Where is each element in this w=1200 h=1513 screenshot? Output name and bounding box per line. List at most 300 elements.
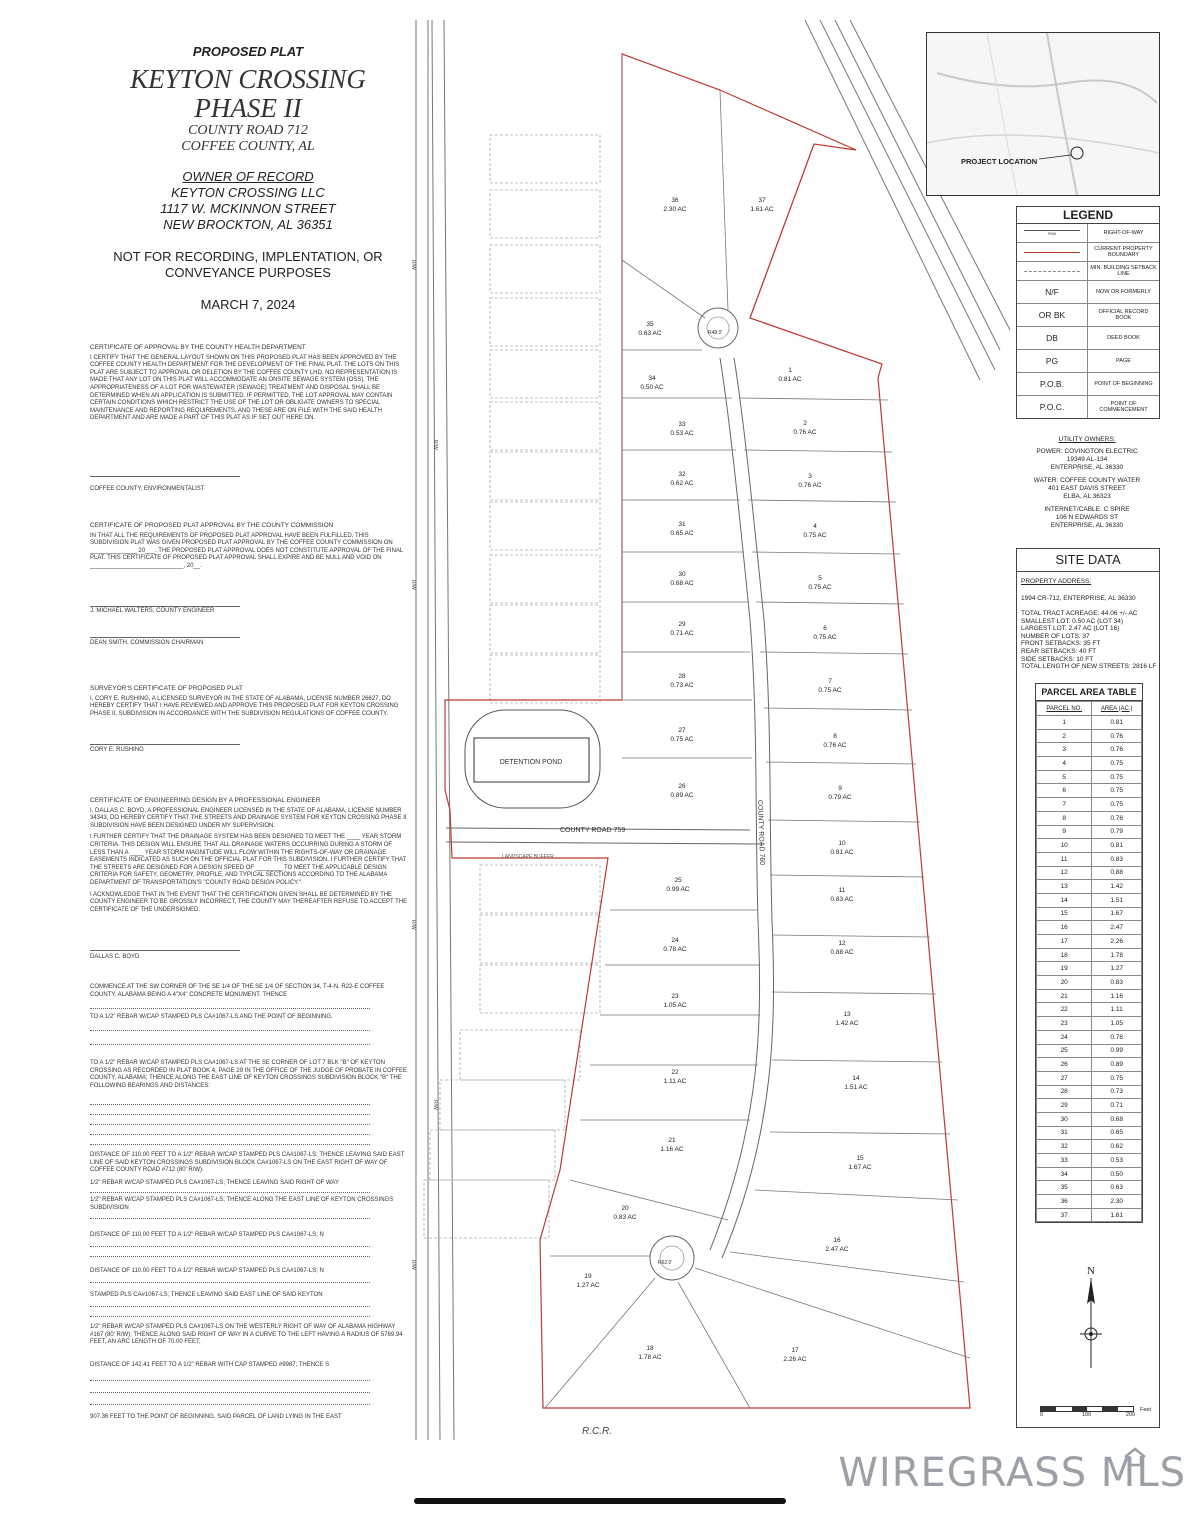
lot-number: 8 bbox=[833, 733, 837, 740]
lot-number: 35 bbox=[646, 321, 654, 328]
lot-number: 36 bbox=[671, 197, 679, 204]
parcel-number: 16 bbox=[1037, 921, 1092, 935]
parcel-area: 0.50 bbox=[1092, 1167, 1142, 1181]
lot-37-red-line bbox=[750, 144, 814, 318]
lot-number: 17 bbox=[791, 1347, 799, 1354]
lot-number: 37 bbox=[758, 197, 766, 204]
lot-number: 12 bbox=[838, 940, 846, 947]
parcel-number: 10 bbox=[1037, 839, 1092, 853]
parcel-row bbox=[1037, 1071, 1142, 1085]
parcel-area: 0.76 bbox=[1092, 729, 1142, 743]
parcel-row bbox=[1037, 989, 1142, 1003]
parcel-row bbox=[1037, 1167, 1142, 1181]
utility-power bbox=[1016, 448, 1158, 472]
dotted-line bbox=[90, 1044, 370, 1045]
lot-acreage: 0.75 AC bbox=[670, 736, 694, 743]
notice-line1: NOT FOR RECORDING, IMPLENTATION, OR bbox=[113, 249, 383, 264]
dotted-line bbox=[90, 1030, 370, 1031]
engineer-signer: J. MICHAEL WALTERS, COUNTY ENGINEER bbox=[90, 608, 215, 614]
surveyor-heading: SURVEYOR'S CERTIFICATE OF PROPOSED PLAT bbox=[90, 685, 243, 692]
utility-internet bbox=[1016, 506, 1158, 530]
parcel-number: 12 bbox=[1037, 866, 1092, 880]
legal-desc-10: 1/2" REBAR W/CAP STAMPED PLS CA#1067-LS ON THE WESTERLY RIGHT OF WAY OF ALABAMA HIGHWAY #167 (80' R/W); THENCE ALONG SAID RIGHT OF WAY IN A CURVE TO THE LEFT HAVING A RADIUS OF 5769.94 FEET, AN ARC LENGTH OF 70.00 FEET, bbox=[90, 1324, 403, 1346]
lot-acreage: 1.67 AC bbox=[848, 1164, 872, 1171]
legend-symbol: DB bbox=[1017, 327, 1088, 349]
lot-number: 29 bbox=[678, 621, 686, 628]
legend-row bbox=[1017, 327, 1159, 350]
lot-acreage: 1.61 AC bbox=[750, 206, 774, 213]
parcel-area: 2.30 bbox=[1092, 1195, 1142, 1209]
subdivision-name: KEYTON CROSSING bbox=[130, 64, 366, 94]
dotted-line bbox=[90, 1218, 370, 1219]
lot-acreage: 0.76 AC bbox=[823, 742, 847, 749]
parcel-number: 6 bbox=[1037, 784, 1092, 798]
north-label: N bbox=[1087, 1265, 1095, 1277]
site-fact: TOTAL LENGTH OF NEW STREETS: 2816 LF bbox=[1021, 663, 1157, 671]
existing-lots bbox=[424, 135, 600, 1238]
parcel-number: 36 bbox=[1037, 1195, 1092, 1209]
dotted-line bbox=[90, 1282, 370, 1283]
parcel-number: 7 bbox=[1037, 798, 1092, 812]
lot-number: 2 bbox=[803, 420, 807, 427]
parcel-number: 14 bbox=[1037, 893, 1092, 907]
lot-number: 33 bbox=[678, 421, 686, 428]
utility-heading: UTILITY OWNERS: bbox=[1058, 436, 1116, 443]
parcel-row bbox=[1037, 1181, 1142, 1195]
lot-acreage: 0.71 AC bbox=[670, 630, 694, 637]
parcel-area: 0.65 bbox=[1092, 1126, 1142, 1140]
parcel-row bbox=[1037, 811, 1142, 825]
inset-map-roads bbox=[927, 33, 1159, 195]
lot-acreage: 2.26 AC bbox=[783, 1356, 807, 1363]
lot-number: 1 bbox=[788, 367, 792, 374]
health-body: I CERTIFY THAT THE GENERAL LAYOUT SHOWN ON THIS PROPOSED PLAT HAS BEEN APPROVED BY THE COFFEE COUNTY HEALTH DEPARTMENT FOR THE DEVELOPMENT OF THE FINAL PLAT. THE LOTS ON THIS PLAT ARE SUBJECT TO APPROVAL OR DELETION BY THE COFFEE COUNTY LHD. NO REPRESENTATION IS MADE THAT ANY LOT ON THIS PLAT WILL ACCOMMODATE AN ONSITE SEWAGE SYSTEM (OSS). THE APPROPRIATENESS OF A LOT FOR WASTEWATER (SEWAGE) TREATMENT AND DISPOSAL SHALL BE DETERMINED WHEN AN APPLICATION IS SUBMITTED. IF PERMITTED, THE LOT APPROVAL MAY CONTAIN CERTAIN CONDITIONS WHICH RESTRICT THE USE OF THE LOT OR OBLIGATE OWNERS TO SPECIAL MAINTENANCE AND REPORTING REQUIREMENTS, AND THESE ARE ON FILE WITH THE SAID HEALTH DEPARTMENT AND ARE MADE A PART OF THIS PLAT AS IF SET OUT HERE ON. bbox=[90, 354, 400, 422]
parcel-row bbox=[1037, 1017, 1142, 1031]
plat-date: MARCH 7, 2024 bbox=[200, 297, 296, 312]
lot-acreage: 0.76 AC bbox=[793, 429, 817, 436]
legend-desc: POINT OF BEGINNING bbox=[1094, 380, 1153, 387]
legend-desc: OFFICIAL RECORD BOOK bbox=[1098, 308, 1149, 321]
lot-acreage: 0.63 AC bbox=[638, 330, 662, 337]
parcel-row bbox=[1037, 1195, 1142, 1209]
parcel-number: 34 bbox=[1037, 1167, 1092, 1181]
legend-desc: MIN. BUILDING SETBACK LINE bbox=[1090, 264, 1157, 277]
parcel-row bbox=[1037, 893, 1142, 907]
legend-symbol bbox=[1017, 243, 1088, 261]
dotted-line bbox=[90, 1104, 370, 1105]
subdivision-phase: PHASE II bbox=[194, 93, 302, 123]
property-boundary bbox=[445, 54, 970, 1408]
parcel-row bbox=[1037, 1003, 1142, 1017]
rw-label: R/W bbox=[410, 1260, 416, 1270]
lot-number: 9 bbox=[838, 785, 842, 792]
health-heading: CERTIFICATE OF APPROVAL BY THE COUNTY HEALTH DEPARTMENT bbox=[90, 344, 306, 351]
lot-acreage: 0.81 AC bbox=[778, 376, 802, 383]
lot-number: 24 bbox=[671, 937, 679, 944]
parcel-area: 0.75 bbox=[1092, 784, 1142, 798]
site-fact: NUMBER OF LOTS: 37 bbox=[1021, 632, 1090, 640]
parcel-number: 23 bbox=[1037, 1017, 1092, 1031]
parcel-number: 32 bbox=[1037, 1140, 1092, 1154]
lot-acreage: 0.65 AC bbox=[670, 530, 694, 537]
lot-number: 16 bbox=[833, 1237, 841, 1244]
lot-number: 10 bbox=[838, 840, 846, 847]
lot-number: 15 bbox=[856, 1155, 864, 1162]
parcel-number: 27 bbox=[1037, 1071, 1092, 1085]
lot-acreage: 0.62 AC bbox=[670, 480, 694, 487]
utility-line: WATER: COFFEE COUNTY WATER bbox=[1033, 477, 1141, 484]
lot-labels bbox=[576, 197, 871, 1363]
lot-number: 27 bbox=[678, 727, 686, 734]
lot-number: 5 bbox=[818, 575, 822, 582]
scale-label: 100 bbox=[1082, 1412, 1092, 1418]
design-signer: DALLAS C. BOYD bbox=[90, 954, 140, 960]
legend-row bbox=[1017, 373, 1159, 396]
parcel-row bbox=[1037, 798, 1142, 812]
parcel-rows bbox=[1037, 716, 1142, 1222]
legend-symbol: N/F bbox=[1017, 281, 1088, 303]
bottom-road-label: R.C.R. bbox=[582, 1426, 612, 1437]
commission-certificate bbox=[90, 522, 408, 571]
notice-line2: CONVEYANCE PURPOSES bbox=[165, 265, 331, 280]
parcel-area: 0.81 bbox=[1092, 839, 1142, 853]
lot-acreage: 0.81 AC bbox=[830, 849, 854, 856]
lot-number: 30 bbox=[678, 571, 686, 578]
parcel-number: 8 bbox=[1037, 811, 1092, 825]
lot-number: 32 bbox=[678, 471, 686, 478]
parcel-area: 0.75 bbox=[1092, 1071, 1142, 1085]
property-address: 1994 CR-712, ENTERPRISE, AL 36330 bbox=[1021, 595, 1136, 602]
parcel-number: 13 bbox=[1037, 880, 1092, 894]
rw-label: R/W bbox=[432, 1100, 438, 1110]
utility-line: INTERNET/CABLE: C SPIRE bbox=[1044, 506, 1130, 513]
legend-title: LEGEND bbox=[1017, 207, 1159, 224]
parcel-number: 5 bbox=[1037, 770, 1092, 784]
dotted-line bbox=[90, 1392, 370, 1393]
parcel-area: 1.11 bbox=[1092, 1003, 1142, 1017]
proposed-plat-label: PROPOSED PLAT bbox=[192, 44, 304, 59]
utility-line: ENTERPRISE, AL 36330 bbox=[1050, 522, 1124, 529]
legal-desc-6: 1/2" REBAR W/CAP STAMPED PLS CA#1067-LS; THENCE ALONG THE EAST LINE OF KEYTON CROSSINGS SUBDIVISION bbox=[90, 1197, 394, 1211]
lot-number: 3 bbox=[808, 473, 812, 480]
parcel-row bbox=[1037, 976, 1142, 990]
parcel-row bbox=[1037, 1030, 1142, 1044]
scale-unit: Feet bbox=[1140, 1407, 1152, 1413]
lot-acreage: 1.42 AC bbox=[835, 1020, 859, 1027]
lot-acreage: 2.30 AC bbox=[663, 206, 687, 213]
parcel-row bbox=[1037, 866, 1142, 880]
commission-body: IN THAT ALL THE REQUIREMENTS OF PROPOSED PLAT APPROVAL HAVE BEEN FULFILLED, THIS SUBDIVISION PLAT WAS GIVEN PROPOSED PLAT APPROVAL BY THE COFFEE COUNTY COMMISSION ON ______________ 20___. THE PROPOSED PLAT APPROVAL DOES NOT CONSTITUTE APPROVAL OF THE FINAL PLAT. THIS CERTIFICATE OF PROPOSED PLAT APPROVAL SHALL EXPIRE AND BE NULL AND VOID ON ____________________________, 20__. bbox=[90, 532, 404, 569]
lot-acreage: 1.16 AC bbox=[660, 1146, 684, 1153]
parcel-area: 2.26 bbox=[1092, 935, 1142, 949]
lot-acreage: 0.73 AC bbox=[670, 682, 694, 689]
legend-row bbox=[1017, 396, 1159, 418]
lot-acreage: 0.50 AC bbox=[640, 384, 664, 391]
parcel-row bbox=[1037, 770, 1142, 784]
lot-acreage: 0.75 AC bbox=[818, 687, 842, 694]
lot-acreage: 1.51 AC bbox=[844, 1084, 868, 1091]
parcel-row bbox=[1037, 1085, 1142, 1099]
parcel-area: 1.27 bbox=[1092, 962, 1142, 976]
property-address-label: PROPERTY ADDRESS: bbox=[1021, 578, 1092, 585]
county-line: COFFEE COUNTY, AL bbox=[181, 139, 315, 154]
lot-number: 25 bbox=[674, 877, 682, 884]
lot-acreage: 1.27 AC bbox=[576, 1282, 600, 1289]
design-body-1: I, DALLAS C. BOYD, A PROFESSIONAL ENGINEER LICENSED IN THE STATE OF ALABAMA, LICENSE NUMBER 34343, DO HEREBY CERTIFY THAT THE STREETS AND DRAINAGE SYSTEM FOR KEYTON CROSSING PHASE II SUBDIVISION HAVE BEEN DESIGNED UNDER MY SUPERVISION. bbox=[90, 807, 407, 829]
lot-number: 26 bbox=[678, 783, 686, 790]
owner-name: KEYTON CROSSING LLC bbox=[171, 185, 325, 200]
owner-city: NEW BROCKTON, AL 36351 bbox=[163, 217, 333, 232]
parcel-number: 20 bbox=[1037, 976, 1092, 990]
parcel-area: 0.63 bbox=[1092, 1181, 1142, 1195]
parcel-row bbox=[1037, 1126, 1142, 1140]
parcel-row bbox=[1037, 948, 1142, 962]
signature-line bbox=[90, 637, 240, 638]
parcel-area: 0.75 bbox=[1092, 757, 1142, 771]
parcel-table-title: PARCEL AREA TABLE bbox=[1036, 684, 1142, 701]
legal-desc-8: DISTANCE OF 110.00 FEET TO A 1/2" REBAR W/CAP STAMPED PLS CA#1067-LS; N bbox=[90, 1268, 324, 1274]
parcel-row bbox=[1037, 1154, 1142, 1168]
lot-number: 14 bbox=[852, 1075, 860, 1082]
utility-water bbox=[1016, 477, 1158, 501]
parcel-number: 3 bbox=[1037, 743, 1092, 757]
parcel-number: 15 bbox=[1037, 907, 1092, 921]
scale-label: 200 bbox=[1126, 1412, 1136, 1418]
parcel-row bbox=[1037, 921, 1142, 935]
parcel-row bbox=[1037, 935, 1142, 949]
parcel-area: 0.89 bbox=[1092, 1058, 1142, 1072]
parcel-number: 11 bbox=[1037, 852, 1092, 866]
legal-desc-3: TO A 1/2" REBAR W/CAP STAMPED PLS CA#1067-LS AT THE SE CORNER OF LOT 7 BLK "B" OF KEYTON CROSSING AS RECORDED IN PLAT BOOK 4, PAGE 29 IN THE OFFICE OF THE JUDGE OF PROBATE IN COFFEE COUNTY, ALABAMA; THENCE ALONG THE EAST LINE OF KEYTON CROSSINGS SUBDIVISION BLOCK "B" THE FOLLOWING BEARINGS AND DISTANCES: bbox=[90, 1060, 408, 1089]
parcel-number: 9 bbox=[1037, 825, 1092, 839]
rw-label: R/W bbox=[410, 580, 416, 590]
title-block bbox=[88, 44, 408, 313]
surveyor-signer: CORY E. RUSHING bbox=[90, 747, 144, 753]
dotted-line bbox=[90, 1008, 370, 1009]
parcel-row bbox=[1037, 1099, 1142, 1113]
detention-pond-label: DETENTION POND bbox=[499, 759, 563, 766]
lot-number: 6 bbox=[823, 625, 827, 632]
signature-line bbox=[90, 950, 240, 951]
owner-heading: OWNER OF RECORD bbox=[182, 169, 314, 184]
legend-desc: CURRENT PROPERTY BOUNDARY bbox=[1094, 245, 1153, 258]
parcel-area: 0.68 bbox=[1092, 1112, 1142, 1126]
parcel-row bbox=[1037, 852, 1142, 866]
parcel-row bbox=[1037, 729, 1142, 743]
parcel-row bbox=[1037, 1140, 1142, 1154]
dotted-line bbox=[90, 1134, 370, 1135]
parcel-area: 0.62 bbox=[1092, 1140, 1142, 1154]
dotted-line bbox=[90, 1316, 370, 1317]
legal-desc-2: TO A 1/2" REBAR W/CAP STAMPED PLS CA#1067-LS AND THE POINT OF BEGINNING. bbox=[90, 1014, 333, 1020]
surveyor-certificate bbox=[90, 685, 408, 718]
parcel-row bbox=[1037, 839, 1142, 853]
lot-number: 23 bbox=[671, 993, 679, 1000]
parcel-area: 1.67 bbox=[1092, 907, 1142, 921]
parcel-area: 0.73 bbox=[1092, 1085, 1142, 1099]
scale-labels bbox=[1040, 1412, 1150, 1420]
parcel-number: 30 bbox=[1037, 1112, 1092, 1126]
utility-line: ENTERPRISE, AL 36330 bbox=[1050, 464, 1124, 471]
lot-acreage: 0.75 AC bbox=[813, 634, 837, 641]
parcel-number: 33 bbox=[1037, 1154, 1092, 1168]
legal-desc-9: STAMPED PLS CA#1067-LS; THENCE LEAVING SAID EAST LINE OF SAID KEYTON bbox=[90, 1292, 323, 1298]
cul-de-sac-south bbox=[650, 1236, 694, 1280]
legend-row bbox=[1017, 304, 1159, 327]
lot-acreage: 2.47 AC bbox=[825, 1246, 849, 1253]
parcel-area: 0.99 bbox=[1092, 1044, 1142, 1058]
lot-acreage: 0.75 AC bbox=[803, 532, 827, 539]
legend-symbol bbox=[1017, 262, 1088, 280]
surveyor-body: I, CORY E. RUSHING, A LICENSED SURVEYOR IN THE STATE OF ALABAMA, LICENSE NUMBER 26627, DO HEREBY CERTIFY THAT I HAVE REVIEWED AND APPROVE THIS PROPOSED PLAT FOR KEYTON CROSSING PHASE II, SUBDIVISION IN ACCORDANCE WITH THE SUBDIVISION REGULATIONS OF COFFEE COUNTY. bbox=[90, 695, 399, 717]
chairman-signer: DEAN SMITH, COMMISSION CHAIRMAN bbox=[90, 640, 204, 646]
lot-acreage: 0.88 AC bbox=[830, 949, 854, 956]
rw-label: R/W bbox=[432, 440, 438, 450]
owner-street: 1117 W. MCKINNON STREET bbox=[160, 201, 336, 216]
parcel-number: 4 bbox=[1037, 757, 1092, 771]
lot-acreage: 1.11 AC bbox=[663, 1078, 687, 1085]
utility-line: 19349 AL-134 bbox=[1066, 456, 1108, 463]
parcel-row bbox=[1037, 743, 1142, 757]
cul-de-sac-north bbox=[698, 308, 738, 348]
health-certificate bbox=[90, 344, 408, 423]
parcel-number: 21 bbox=[1037, 989, 1092, 1003]
lot-number: 20 bbox=[621, 1205, 629, 1212]
parcel-number: 18 bbox=[1037, 948, 1092, 962]
site-fact: SIDE SETBACKS: 10 FT bbox=[1021, 655, 1094, 663]
rw-label: R/W bbox=[410, 920, 416, 930]
lot-acreage: 1.05 AC bbox=[663, 1002, 687, 1009]
site-fact: SMALLEST LOT: 0.50 AC (LOT 34) bbox=[1021, 617, 1124, 625]
scale-label: 0 bbox=[1040, 1412, 1044, 1418]
parcel-area: 1.16 bbox=[1092, 989, 1142, 1003]
legend-desc: DEED BOOK bbox=[1107, 334, 1140, 341]
parcel-row bbox=[1037, 1044, 1142, 1058]
county-road-712-lines bbox=[416, 20, 454, 1440]
lot-number: 19 bbox=[584, 1273, 592, 1280]
legend-row bbox=[1017, 262, 1159, 281]
legal-desc-4: DISTANCE OF 110.00 FEET TO A 1/2" REBAR W/CAP STAMPED PLS CA#1067-LS; THENCE LEAVING SAID EAST LINE OF SAID KEYTON CROSSINGS SUBDIVISION BLOCK CA#1067-LS ON THE EAST RIGHT OF WAY OF COFFEE COUNTY ROAD #712 (80' R/W). bbox=[90, 1152, 405, 1174]
parcel-number: 35 bbox=[1037, 1181, 1092, 1195]
parcel-area: 1.61 bbox=[1092, 1208, 1142, 1222]
lot-number: 13 bbox=[843, 1011, 851, 1018]
parcel-area: 0.78 bbox=[1092, 1030, 1142, 1044]
north-arrow bbox=[1074, 1264, 1108, 1374]
design-certificate bbox=[90, 797, 408, 914]
parcel-area: 0.83 bbox=[1092, 976, 1142, 990]
lot-number: 11 bbox=[838, 887, 846, 894]
lot-number: 34 bbox=[648, 375, 656, 382]
parcel-number: 26 bbox=[1037, 1058, 1092, 1072]
dotted-line bbox=[90, 1246, 370, 1247]
lot-number: 31 bbox=[678, 521, 686, 528]
scale-bar bbox=[1040, 1406, 1150, 1420]
parcel-number: 25 bbox=[1037, 1044, 1092, 1058]
site-fact: LARGEST LOT: 2.47 AC (LOT 16) bbox=[1021, 625, 1120, 633]
site-data-title: SITE DATA bbox=[1017, 549, 1159, 572]
lot-acreage: 0.68 AC bbox=[670, 580, 694, 587]
road-759-label: COUNTY ROAD 759 bbox=[560, 827, 626, 834]
parcel-area-table bbox=[1035, 683, 1143, 1223]
project-location-label: PROJECT LOCATION bbox=[961, 157, 1038, 166]
home-indicator[interactable] bbox=[414, 1498, 786, 1504]
lot-acreage: 0.75 AC bbox=[808, 584, 832, 591]
parcel-area: 1.42 bbox=[1092, 880, 1142, 894]
signature-line bbox=[90, 476, 240, 477]
parcel-area: 0.75 bbox=[1092, 798, 1142, 812]
rw-label: R/W bbox=[410, 260, 416, 270]
parcel-table bbox=[1036, 701, 1142, 1222]
parcel-number: 28 bbox=[1037, 1085, 1092, 1099]
parcel-row bbox=[1037, 757, 1142, 771]
legal-desc-12: 907.36 FEET TO THE POINT OF BEGINNING. SAID PARCEL OF LAND LYING IN THE EAST bbox=[90, 1414, 342, 1420]
lot-number: 4 bbox=[813, 523, 817, 530]
parcel-area: 0.53 bbox=[1092, 1154, 1142, 1168]
parcel-row bbox=[1037, 907, 1142, 921]
utility-line: POWER: COVINGTON ELECTRIC bbox=[1036, 448, 1138, 455]
signature-line bbox=[90, 744, 240, 745]
road-760-label: COUNTY ROAD 760 bbox=[756, 799, 766, 866]
parcel-row bbox=[1037, 716, 1142, 730]
parcel-area: 1.78 bbox=[1092, 948, 1142, 962]
parcel-number: 37 bbox=[1037, 1208, 1092, 1222]
parcel-area: 0.88 bbox=[1092, 866, 1142, 880]
legend-desc: POINT OF COMMENCEMENT bbox=[1099, 400, 1148, 413]
lot-acreage: 0.99 AC bbox=[666, 886, 690, 893]
legal-desc-5: 1/2" REBAR W/CAP STAMPED PLS CA#1067-LS; THENCE LEAVING SAID RIGHT OF WAY bbox=[90, 1180, 339, 1186]
parcel-area: 0.79 bbox=[1092, 825, 1142, 839]
dotted-line bbox=[90, 1404, 370, 1405]
parcel-row bbox=[1037, 1208, 1142, 1222]
radius-label-south: R62.0' bbox=[658, 1260, 673, 1266]
legend-row bbox=[1017, 243, 1159, 262]
landscape-buffer-label: LANDSCAPE BUFFER bbox=[502, 854, 554, 860]
legend-symbol: P.O.B. bbox=[1017, 373, 1088, 395]
legend-desc: PAGE bbox=[1116, 357, 1131, 364]
legal-desc-11: DISTANCE OF 142.41 FEET TO A 1/2" REBAR WITH CAP STAMPED #9987; THENCE S bbox=[90, 1362, 330, 1368]
legend-symbol: OR BK bbox=[1017, 304, 1088, 326]
dotted-line bbox=[90, 1114, 370, 1115]
parcel-area: 0.81 bbox=[1092, 716, 1142, 730]
site-fact: FRONT SETBACKS: 35 FT bbox=[1021, 640, 1101, 648]
lot-number: 7 bbox=[828, 678, 832, 685]
lot-acreage: 0.76 AC bbox=[798, 482, 822, 489]
col-area-header: AREA (AC.) bbox=[1092, 702, 1142, 716]
parcel-number: 19 bbox=[1037, 962, 1092, 976]
dotted-line bbox=[90, 1144, 370, 1145]
parcel-row bbox=[1037, 784, 1142, 798]
parcel-area: 2.47 bbox=[1092, 921, 1142, 935]
lot-number: 18 bbox=[646, 1345, 654, 1352]
utility-owners bbox=[1016, 436, 1158, 535]
legend-row bbox=[1017, 281, 1159, 304]
dotted-line bbox=[90, 1256, 370, 1257]
parcel-number: 1 bbox=[1037, 716, 1092, 730]
legend-symbol: PG bbox=[1017, 350, 1088, 372]
lot-acreage: 0.53 AC bbox=[670, 430, 694, 437]
design-heading: CERTIFICATE OF ENGINEERING DESIGN BY A PROFESSIONAL ENGINEER bbox=[90, 797, 321, 804]
col-parcel-header: PARCEL NO. bbox=[1037, 702, 1092, 716]
utility-line: 401 EAST DAVIS STREET bbox=[1048, 485, 1126, 492]
parcel-row bbox=[1037, 1112, 1142, 1126]
site-fact: REAR SETBACKS: 40 FT bbox=[1021, 647, 1097, 655]
legend-symbol: P.O.C. bbox=[1017, 396, 1088, 418]
site-fact: TOTAL TRACT ACREAGE: 44.06 +/- AC bbox=[1021, 610, 1138, 617]
dotted-line bbox=[90, 1306, 370, 1307]
parcel-number: 31 bbox=[1037, 1126, 1092, 1140]
mls-watermark: WIREGRASS MLS bbox=[838, 1450, 1186, 1496]
lot-number: 21 bbox=[668, 1137, 676, 1144]
